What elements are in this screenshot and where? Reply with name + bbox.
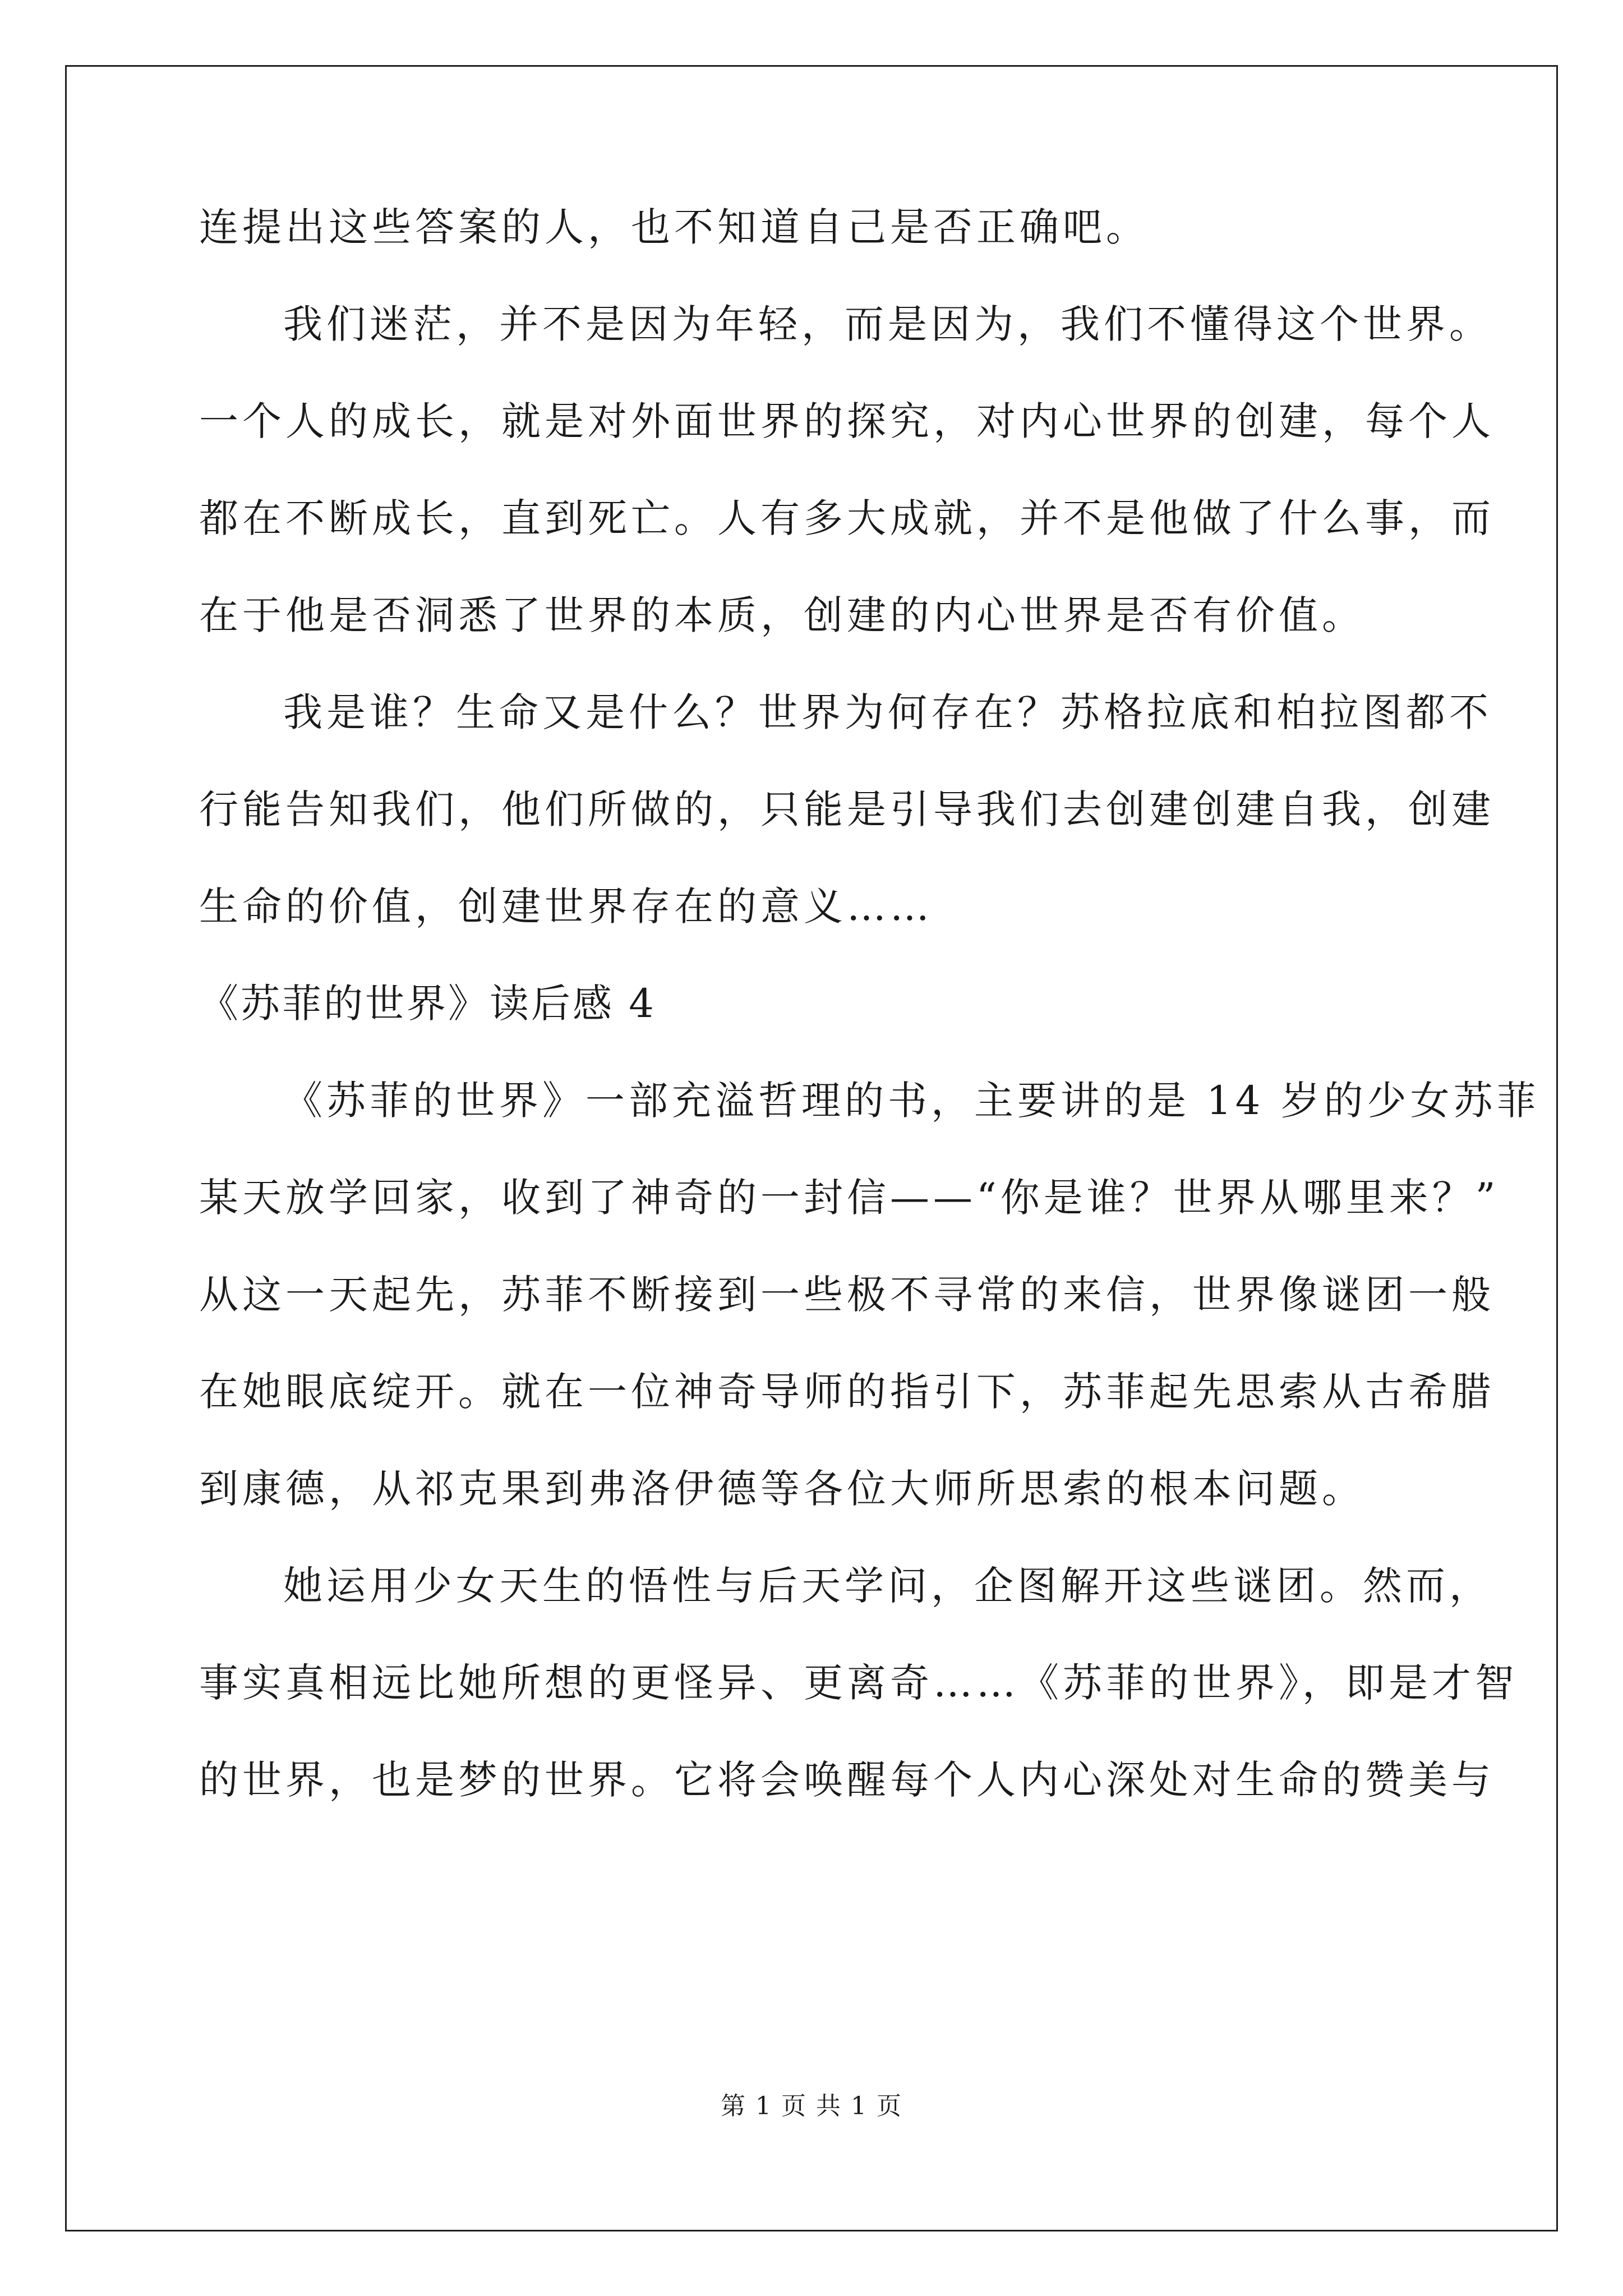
text-line: 连提出这些答案的人，也不知道自己是否正确吧。 [199,204,1149,250]
text-line: 到康德，从祁克果到弗洛伊德等各位大师所思索的根本问题。 [199,1466,1365,1512]
text-line: 我们迷茫，并不是因为年轻，而是因为，我们不懂得这个世界。 [283,301,1492,347]
text-line: 行能告知我们，他们所做的，只能是引导我们去创建创建自我，创建 [199,786,1495,832]
text-line: 在于他是否洞悉了世界的本质，创建的内心世界是否有价值。 [199,592,1365,638]
text-line: 我是谁？生命又是什么？世界为何存在？苏格拉底和柏拉图都不 [283,689,1492,735]
text-line: 事实真相远比她所想的更怪异、更离奇……《苏菲的世界》，即是才智 [199,1660,1518,1706]
section-heading: 《苏菲的世界》读后感 4 [199,981,656,1027]
text-line: 的世界，也是梦的世界。它将会唤醒每个人内心深处对生命的赞美与 [199,1757,1495,1803]
text-line: 她运用少女天生的悟性与后天学问，企图解开这些谜团。然而， [283,1563,1492,1609]
page-border [65,65,1558,2231]
text-line: 《苏菲的世界》一部充溢哲理的书，主要讲的是 14 岁的少女苏菲 [283,1078,1540,1124]
page-number: 第 1 页 共 1 页 [721,2092,902,2120]
text-line: 生命的价值，创建世界存在的意义…… [199,884,933,930]
text-line: 一个人的成长，就是对外面世界的探究，对内心世界的创建，每个人 [199,398,1495,444]
text-line: 某天放学回家，收到了神奇的一封信——“你是谁？世界从哪里来？” [199,1175,1500,1221]
text-line: 都在不断成长，直到死亡。人有多大成就，并不是他做了什么事，而 [199,495,1495,541]
text-line: 从这一天起先，苏菲不断接到一些极不寻常的来信，世界像谜团一般 [199,1272,1495,1318]
text-line: 在她眼底绽开。就在一位神奇导师的指引下，苏菲起先思索从古希腊 [199,1369,1495,1415]
